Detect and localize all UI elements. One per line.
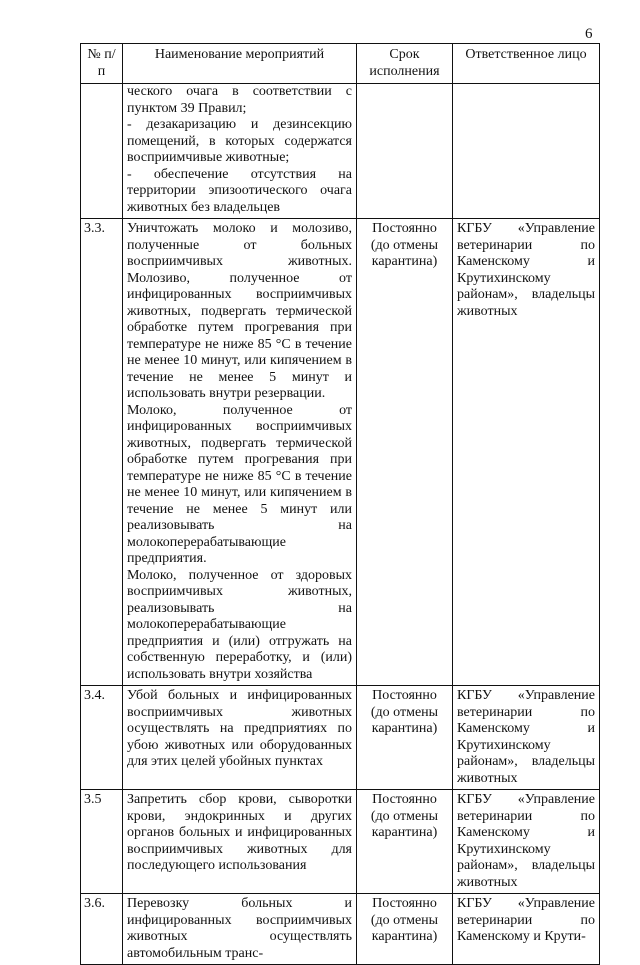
responsible-cell: КГБУ «Управление ветеринарии по Каменскому и Крутихинскому районам», владельцы животных — [453, 686, 600, 790]
row-number: 3.3. — [81, 219, 123, 686]
term-cell: Постоянно (до отмены карантина) — [357, 686, 453, 790]
measure-paragraph: - дезакаризацию и дезинсекцию помещений, в которых содержатся восприимчивые животные; — [127, 117, 352, 165]
measure-paragraph: ческого очага в соответствии с пунктом 39 Правил; — [127, 84, 352, 116]
responsible-cell — [453, 84, 600, 219]
measure-text — [123, 894, 357, 965]
measure-paragraph: Уничтожать молоко и молозиво, полученные от больных восприимчивых животных. Молозиво, полученное от инфицированных восприимчивых животных, подвергать термической обработке путем прогревания при температуре не ниже 85 °С в течение не менее 10 минут, или кипячением в течение не менее 5 минут и использовать внутри резервации. — [127, 221, 352, 401]
measure-text — [123, 219, 357, 686]
term-cell: Постоянно (до отмены карантина) — [357, 790, 453, 894]
header-name: Наименование мероприятий — [123, 44, 357, 84]
measure-paragraph: Молоко, полученное от здоровых восприимчивых животных, реализовывать на молокоперерабатывающие предприятия и (или) отгружать на собственную переработку, и (или) использовать внутри хозяйства — [127, 567, 352, 682]
table-row — [81, 84, 600, 219]
measure-paragraph: Убой больных и инфицированных восприимчивых животных осуществлять на предприятиях по убою животных или оборудованных для этих целей убойных пунктах — [127, 688, 352, 769]
measure-paragraph: Запретить сбор крови, сыворотки крови, эндокринных и других органов больных и инфицированных восприимчивых животных для последующего использования — [127, 792, 352, 873]
responsible-cell: КГБУ «Управление ветеринарии по Каменскому и Крутихинскому районам», владельцы животных — [453, 219, 600, 686]
page-number: 6 — [585, 26, 593, 42]
header-num: № п/п — [81, 44, 123, 84]
table-header-row — [81, 44, 600, 84]
measure-paragraph: - обеспечение отсутствия на территории эпизоотического очага животных без владельцев — [127, 166, 352, 215]
row-number: 3.4. — [81, 686, 123, 790]
header-term: Срок исполнения — [357, 44, 453, 84]
measure-text — [123, 790, 357, 894]
table-row — [81, 686, 600, 790]
measure-paragraph: Молоко, полученное от инфицированных восприимчивых животных, подвергать термической обработке путем прогревания при температуре не ниже 85 °С в течение не менее 10 минут, или кипячением в течение не менее 5 минут или реализовывать на молокоперерабатывающие предприятия. — [127, 402, 352, 566]
row-number — [81, 84, 123, 219]
table-row — [81, 219, 600, 686]
term-cell: Постоянно (до отмены карантина) — [357, 219, 453, 686]
measures-table — [80, 43, 600, 965]
row-number: 3.5 — [81, 790, 123, 894]
table-row — [81, 894, 600, 965]
responsible-cell: КГБУ «Управление ветеринарии по Каменскому и Крутихинскому районам», владельцы животных — [453, 790, 600, 894]
header-responsible: Ответственное лицо — [453, 44, 600, 84]
measure-text — [123, 686, 357, 790]
row-number: 3.6. — [81, 894, 123, 965]
measure-text — [123, 84, 357, 219]
table-row — [81, 790, 600, 894]
term-cell — [357, 84, 453, 219]
term-cell: Постоянно (до отмены карантина) — [357, 894, 453, 965]
responsible-cell: КГБУ «Управление ветеринарии по Каменскому и Крути- — [453, 894, 600, 965]
measure-paragraph: Перевозку больных и инфицированных восприимчивых животных осуществлять автомобильным транс- — [127, 896, 352, 961]
